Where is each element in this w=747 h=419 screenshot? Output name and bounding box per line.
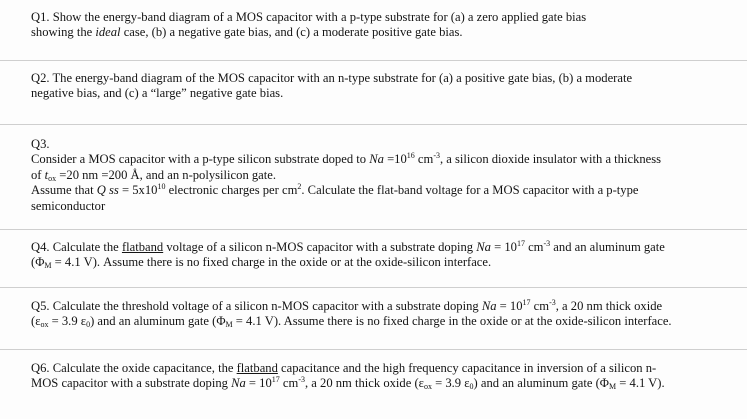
question-1-line-2: showing the ideal case, (b) a negative gate bias, and (c) a moderate positive gate bias. xyxy=(31,25,463,40)
question-4-line-2: ($\Phi_M = 4.1$ V). Assume there is no fixed charge in the oxide or at the oxide-silicon interface. xyxy=(31,255,492,271)
question-5-line-1: Q5. Calculate the threshold voltage of a silicon n-MOS capacitor with a substrate doping $Na = 10^{17}$ $cm^{-3}$, a 20 nm thick oxide xyxy=(31,298,663,313)
question-1 xyxy=(31,10,743,41)
question-2-line-2: negative bias, and (c) a “large” negative gate bias. xyxy=(31,86,284,101)
question-4 xyxy=(31,240,743,271)
question-6 xyxy=(31,361,743,392)
divider xyxy=(0,287,747,288)
question-4-line-1: Q4. Calculate the flatband voltage of a silicon n-MOS capacitor with a substrate doping $Na = 10^{17}$ $cm^{-3}$ and an aluminum gate xyxy=(31,239,665,254)
question-6-line-2: MOS capacitor with a substrate doping $Na = 10^{17}$ $cm^{-3}$, a 20 nm thick oxide ($\varepsilon_{ox} = 3.9$ $\varepsilon_0$) and an aluminum gate ($\Phi_M = 4.1$ V). xyxy=(31,375,665,392)
question-3-line-5: semiconductor xyxy=(31,198,106,213)
divider xyxy=(0,349,747,350)
question-3-line-4: Assume that Q ss = $5x10^{10}$ electronic charges per $cm^2$. Calculate the flat-band voltage for a MOS capacitor with a p-type xyxy=(31,182,639,198)
question-5 xyxy=(31,299,743,330)
question-1-line-1: Q1. Show the energy-band diagram of a MOS capacitor with a p-type substrate for (a) a zero applied gate bias xyxy=(31,10,587,24)
divider xyxy=(0,124,747,125)
question-2-line-1: Q2. The energy-band diagram of the MOS capacitor with an n-type substrate for (a) a positive gate bias, (b) a moderate xyxy=(31,71,633,85)
question-3-line-1: Q3. xyxy=(31,137,50,151)
question-6-line-1: Q6. Calculate the oxide capacitance, the flatband capacitance and the high frequency capacitance in inversion of a silicon n- xyxy=(31,361,657,375)
question-3-line-2: Consider a MOS capacitor with a p-type silicon substrate doped to $Na =10^{16}$ $cm^{-3}$, a silicon dioxide insulator with a thickness xyxy=(31,151,662,167)
divider xyxy=(0,229,747,230)
question-2 xyxy=(31,71,743,102)
question-3-line-3: of $t_{ox} =20$ nm =200 Å, and an n-polysilicon gate. xyxy=(31,167,277,183)
divider xyxy=(0,60,747,61)
question-3 xyxy=(31,137,743,214)
question-5-line-2: ($\varepsilon_{ox} = 3.9$ $\varepsilon_0$) and an aluminum gate ($\Phi_M = 4.1$ V). Assume there is no fixed charge in the oxide or at the oxide-silicon interface. xyxy=(31,314,672,330)
